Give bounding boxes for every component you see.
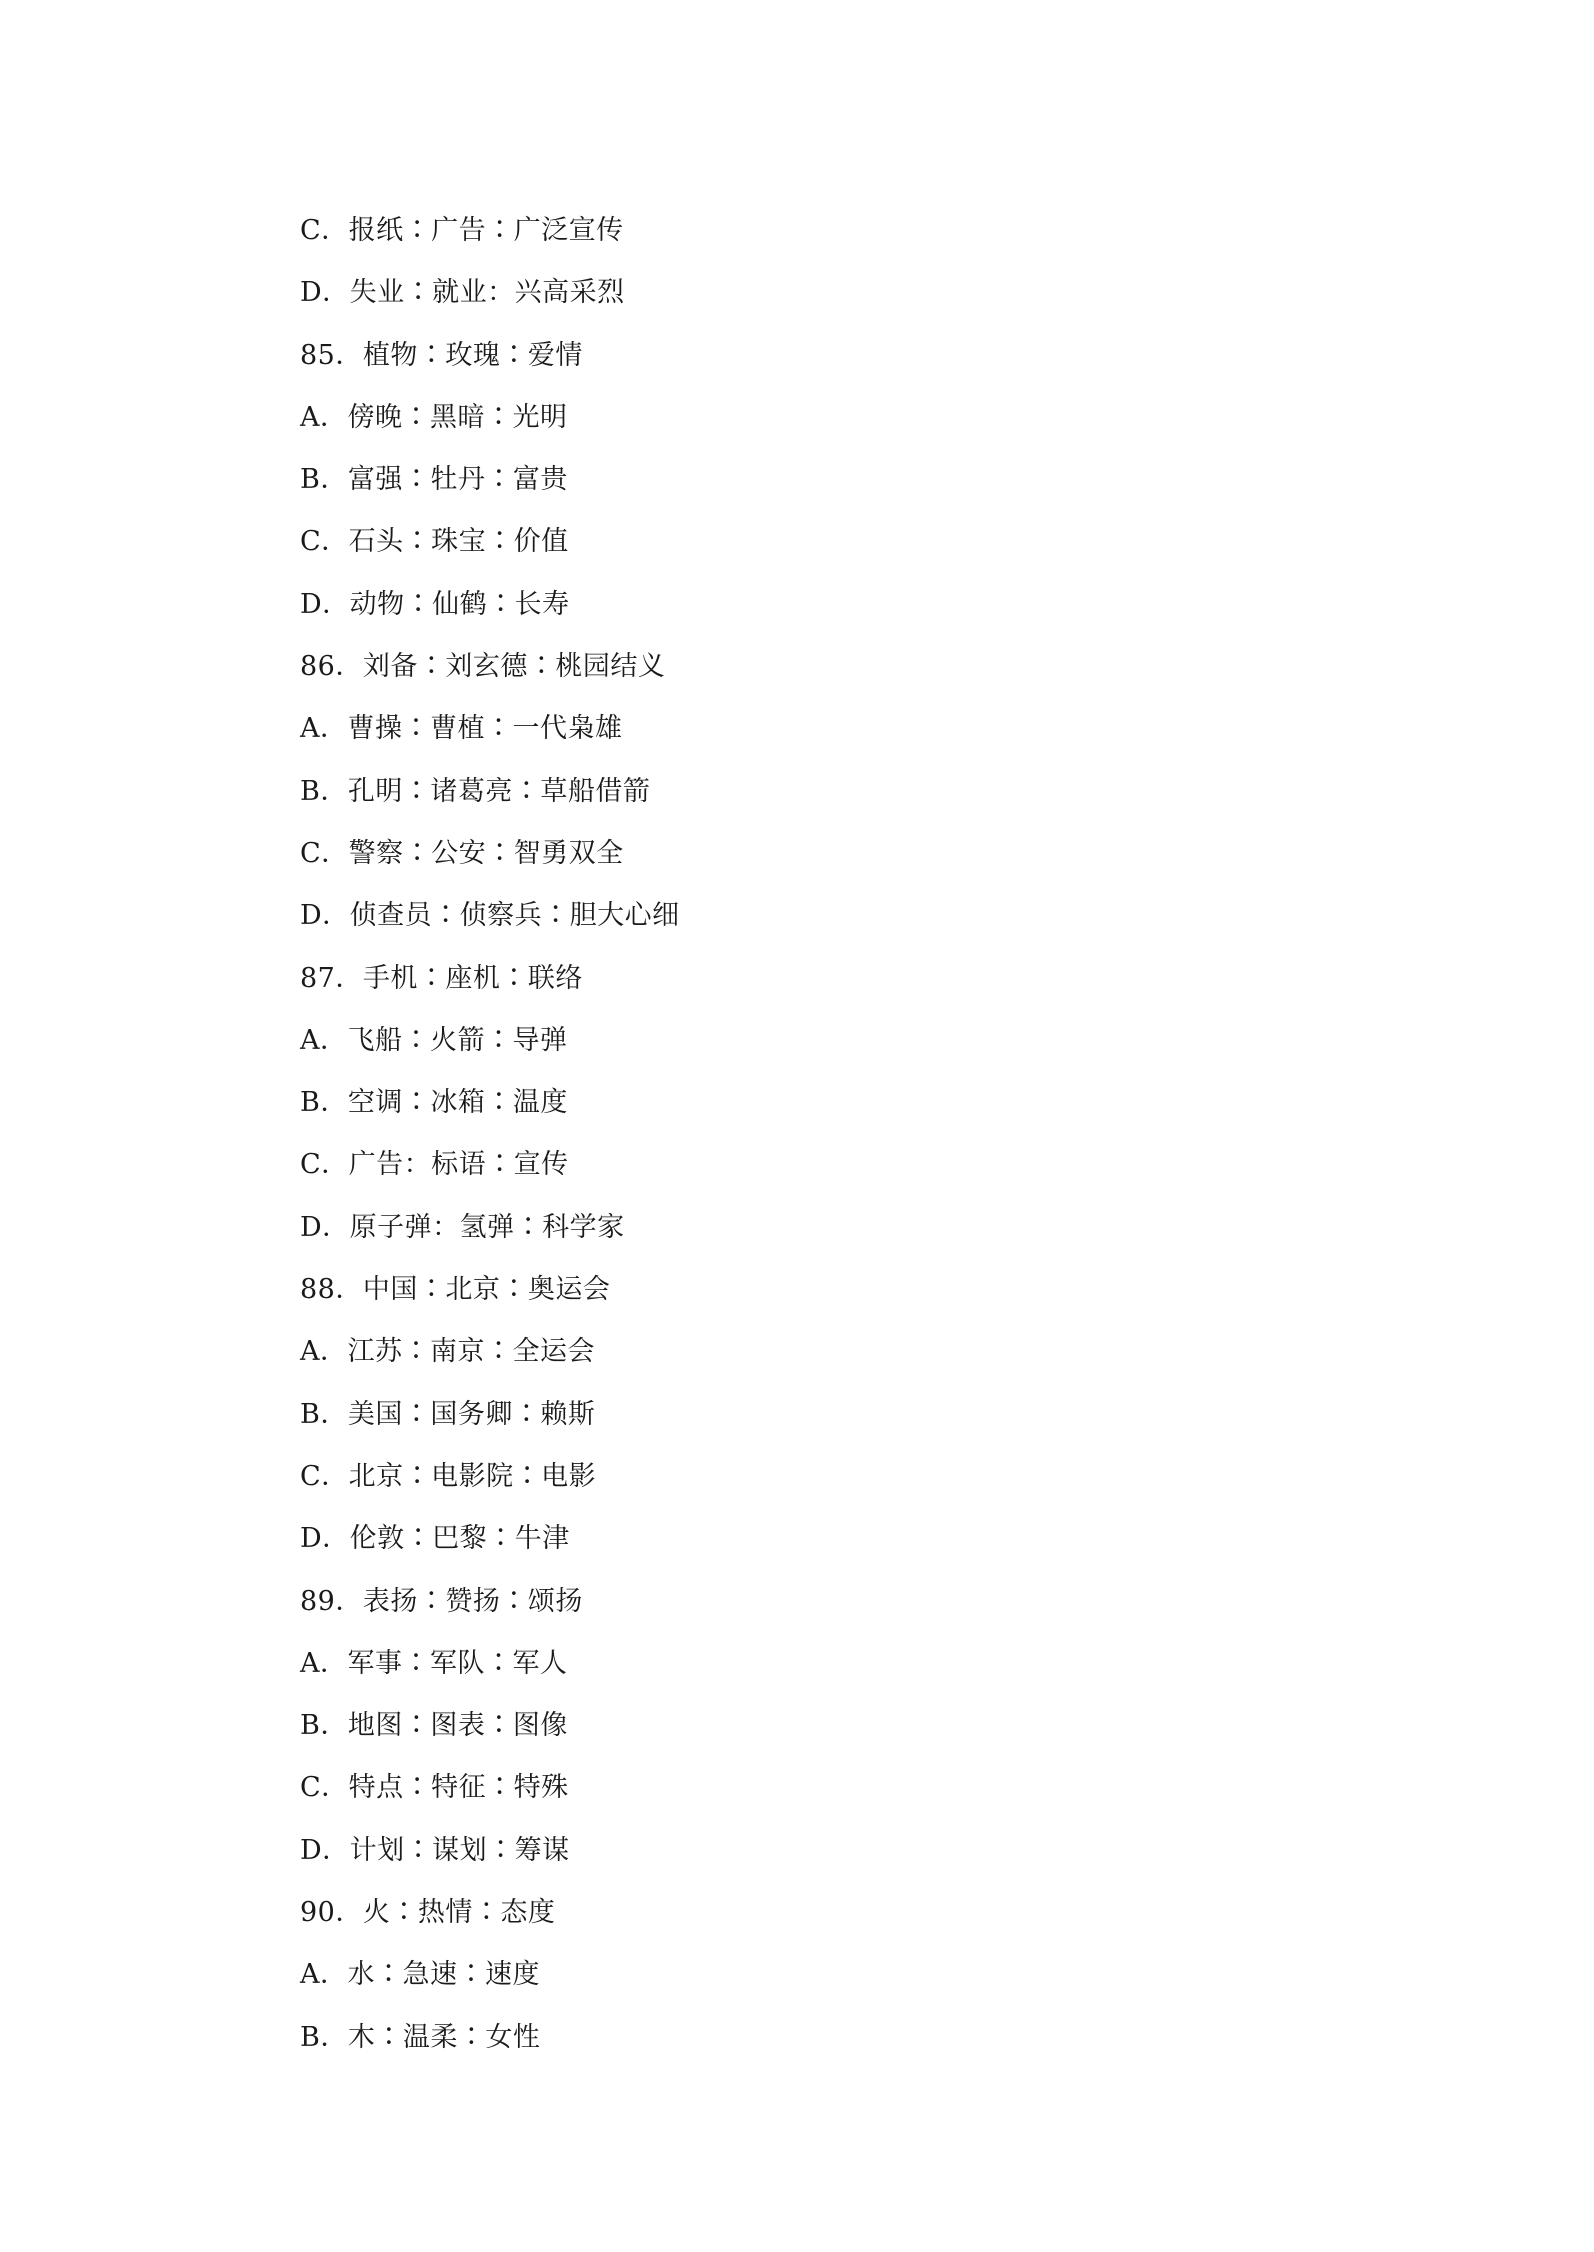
option-line: D．原子弹：氢弹∶科学家 bbox=[300, 1211, 625, 1243]
document-body bbox=[300, 200, 1300, 2069]
option-line: C．报纸∶广告∶广泛宣传 bbox=[300, 215, 624, 246]
option-line: A．江苏∶南京∶全运会 bbox=[300, 1336, 595, 1368]
option-line: A．飞船∶火箭∶导弹 bbox=[300, 1024, 568, 1056]
option-line: A．曹操∶曹植∶一代枭雄 bbox=[300, 713, 623, 745]
option-line: A．水∶急速∶速度 bbox=[300, 1959, 540, 1991]
question-line: 88．中国∶北京∶奥运会 bbox=[300, 1274, 611, 1306]
option-line: B．木∶温柔∶女性 bbox=[300, 2021, 541, 2053]
question-line: 86．刘备∶刘玄德∶桃园结义 bbox=[300, 651, 666, 683]
option-line: C．石头∶珠宝∶价值 bbox=[300, 526, 569, 558]
option-line: A．傍晚∶黑暗∶光明 bbox=[300, 401, 568, 433]
question-line: 90．火∶热情∶态度 bbox=[300, 1897, 556, 1929]
option-line: B．空调∶冰箱∶温度 bbox=[300, 1087, 568, 1119]
option-line: C．广告：标语∶宣传 bbox=[300, 1149, 569, 1181]
option-line: B．地图∶图表∶图像 bbox=[300, 1710, 568, 1742]
option-line: B．孔明∶诸葛亮∶草船借箭 bbox=[300, 775, 651, 807]
question-line: 87．手机∶座机∶联络 bbox=[300, 962, 583, 994]
option-line: D．计划∶谋划∶筹谋 bbox=[300, 1834, 570, 1866]
option-line: D．动物∶仙鹤∶长寿 bbox=[300, 588, 570, 620]
option-line: D．伦敦∶巴黎∶牛津 bbox=[300, 1523, 570, 1555]
option-line: C．警察∶公安∶智勇双全 bbox=[300, 837, 624, 869]
option-line: B．美国∶国务卿∶赖斯 bbox=[300, 1398, 596, 1430]
option-line: C．北京∶电影院∶电影 bbox=[300, 1460, 597, 1492]
option-line: C．特点∶特征∶特殊 bbox=[300, 1772, 569, 1804]
option-line: D．失业∶就业：兴高采烈 bbox=[300, 277, 625, 309]
option-line: A．军事∶军队∶军人 bbox=[300, 1647, 568, 1679]
question-line: 89．表扬∶赞扬∶颂扬 bbox=[300, 1585, 583, 1617]
option-line: D．侦查员∶侦察兵∶胆大心细 bbox=[300, 900, 680, 932]
option-line: B．富强∶牡丹∶富贵 bbox=[300, 464, 568, 496]
question-line: 85．植物∶玫瑰∶爱情 bbox=[300, 339, 583, 371]
